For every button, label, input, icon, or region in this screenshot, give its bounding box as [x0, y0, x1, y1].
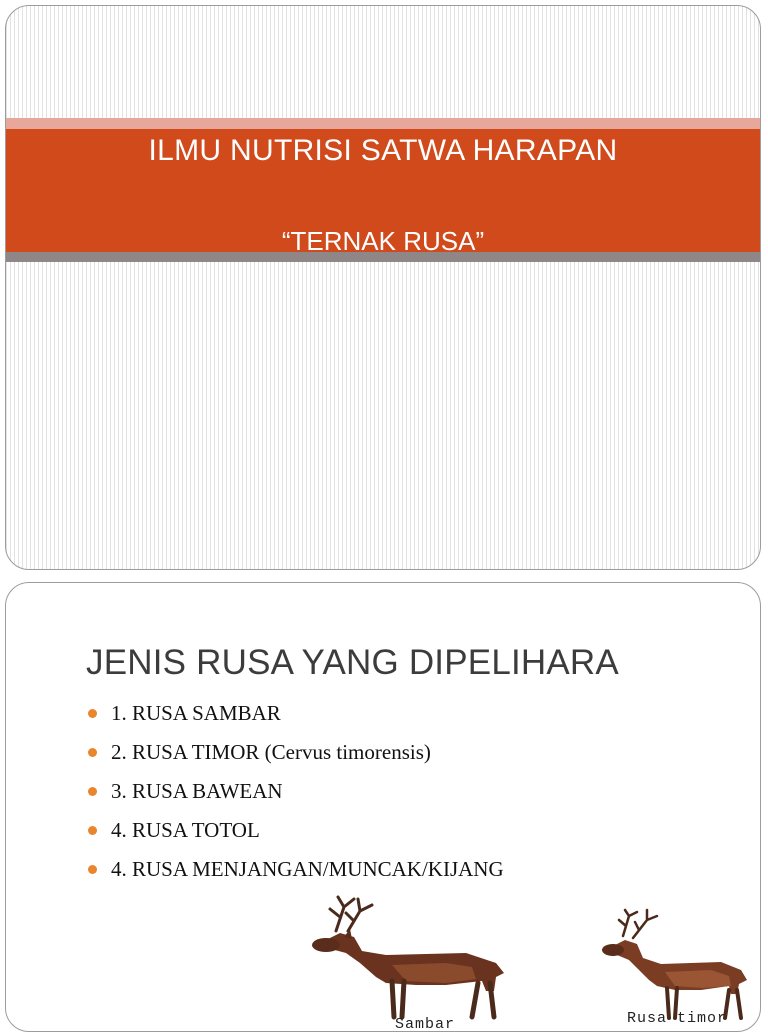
list-item-text: 4. RUSA TOTOL	[111, 818, 260, 842]
list-item-text: 2. RUSA TIMOR (Cervus timorensis)	[111, 740, 431, 764]
content-slide	[5, 582, 761, 1032]
list-item	[88, 701, 504, 740]
sambar-caption: Sambar	[395, 1016, 456, 1032]
list-item-text: 1. RUSA SAMBAR	[111, 701, 281, 725]
timor-deer-illustration	[591, 908, 756, 1025]
bullet-list	[88, 701, 504, 896]
title-band-top-stripe	[6, 118, 760, 129]
slide-title: ILMU NUTRISI SATWA HARAPAN	[148, 134, 618, 167]
bullet-icon	[88, 826, 97, 835]
title-slide	[5, 5, 761, 570]
list-item	[88, 857, 504, 896]
sambar-deer-illustration	[296, 893, 518, 1025]
list-item-text: 4. RUSA MENJANGAN/MUNCAK/KIJANG	[111, 857, 504, 881]
list-item	[88, 818, 504, 857]
bullet-icon	[88, 709, 97, 718]
bullet-icon	[88, 748, 97, 757]
slide-heading: JENIS RUSA YANG DIPELIHARA	[86, 643, 619, 682]
list-item	[88, 740, 504, 779]
bullet-icon	[88, 865, 97, 874]
bullet-icon	[88, 787, 97, 796]
list-item-text: 3. RUSA BAWEAN	[111, 779, 283, 803]
slide-subtitle: “TERNAK RUSA”	[281, 226, 485, 256]
timor-caption: Rusa timor	[627, 1010, 728, 1027]
list-item	[88, 779, 504, 818]
